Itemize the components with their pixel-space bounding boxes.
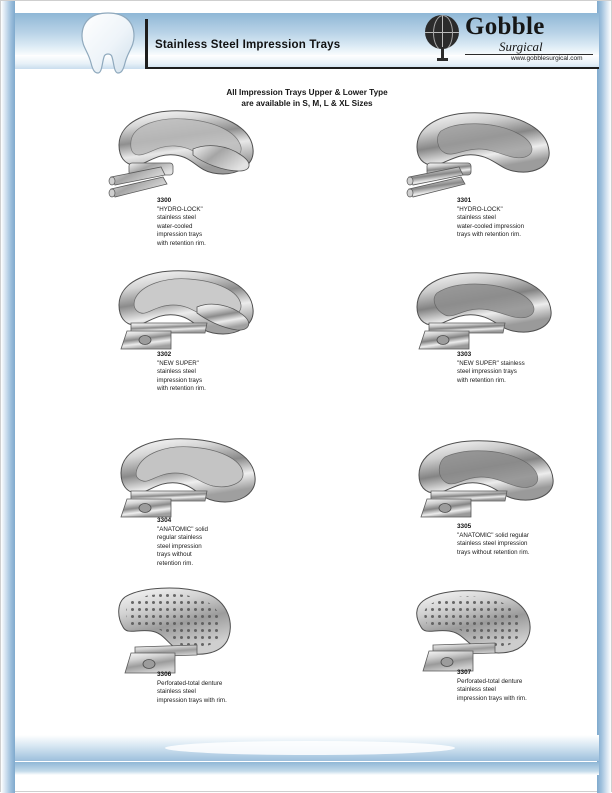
product-desc-line: stainless steel — [157, 368, 196, 376]
product-desc-line: stainless steel — [457, 214, 496, 222]
product-cell — [101, 435, 381, 585]
product-desc-line: steel impression — [157, 542, 202, 550]
page-title: Stainless Steel Impression Trays — [155, 39, 341, 51]
product-caption — [457, 523, 587, 557]
product-desc-line: "HYDRO-LOCK" — [157, 205, 203, 213]
product-desc-line: impression trays with rim. — [157, 696, 227, 704]
product-desc-line: stainless steel — [157, 214, 196, 222]
product-desc-line: regular stainless — [157, 534, 203, 542]
product-cell — [101, 265, 381, 415]
footer-gradient-band-secondary — [15, 762, 599, 775]
product-desc-line: "NEW SUPER" stainless — [457, 359, 525, 367]
header-underline — [145, 67, 599, 69]
logo-brand-name: Gobble — [465, 13, 545, 40]
product-desc-line: water-cooled impression — [457, 222, 525, 230]
logo-brand-subtitle: Surgical — [499, 39, 543, 54]
product-desc-line: with retention rim. — [157, 239, 206, 247]
product-cell — [101, 585, 381, 735]
product-code: 3301 — [457, 197, 472, 204]
product-code: 3302 — [157, 351, 172, 358]
product-caption — [157, 671, 287, 705]
product-desc-line: Perforated-total denture — [457, 677, 523, 685]
product-desc-line: impression trays — [157, 376, 203, 384]
product-cell — [101, 105, 381, 255]
logo-stand-icon — [437, 47, 447, 63]
product-caption — [157, 351, 287, 394]
product-caption — [457, 197, 587, 240]
product-desc-line: stainless steel — [457, 686, 496, 694]
product-cell — [401, 585, 612, 735]
product-desc-line: "NEW SUPER" — [157, 359, 199, 367]
product-desc-line: Perforated-total denture — [157, 679, 223, 687]
product-desc-line: trays without retention rim. — [457, 548, 530, 556]
brand-logo — [425, 13, 593, 67]
product-desc-line: "HYDRO-LOCK" — [457, 205, 503, 213]
logo-website-url: www.gobblesurgical.com — [511, 55, 583, 62]
product-desc-line: stainless steel — [157, 688, 196, 696]
product-desc-line: impression trays with rim. — [457, 694, 527, 702]
product-desc-line: "ANATOMIC" solid — [157, 525, 208, 533]
product-caption — [457, 669, 587, 703]
product-desc-line: stainless steel impression — [457, 540, 528, 548]
product-desc-line: "ANATOMIC" solid regular — [457, 531, 529, 539]
header-title-rule — [145, 19, 148, 67]
page-footer — [15, 725, 599, 783]
page-header — [15, 9, 599, 77]
globe-icon — [425, 15, 459, 49]
product-cell — [401, 435, 612, 585]
product-desc-line: trays with retention rim. — [457, 231, 521, 239]
product-cell — [401, 105, 612, 255]
product-code: 3303 — [457, 351, 472, 358]
product-code: 3300 — [157, 197, 172, 204]
footer-oval-accent — [165, 741, 455, 755]
product-caption — [157, 197, 287, 249]
intro-line-1: All Impression Trays Upper & Lower Type — [226, 88, 388, 97]
product-desc-line: impression trays — [157, 231, 203, 239]
product-desc-line: with retention rim. — [157, 385, 206, 393]
product-cell — [401, 265, 612, 415]
product-caption — [157, 517, 287, 569]
product-desc-line: trays without — [157, 551, 192, 559]
left-decorative-bar — [1, 1, 15, 793]
product-desc-line: water-cooled — [157, 222, 193, 230]
tooth-icon — [77, 11, 139, 75]
product-desc-line: steel impression trays — [457, 368, 517, 376]
intro-line-2: are available in S, M, L & XL Sizes — [241, 99, 373, 108]
product-code: 3304 — [157, 517, 172, 524]
product-code: 3305 — [457, 523, 472, 530]
product-desc-line: with retention rim. — [457, 376, 506, 384]
product-desc-line: retention rim. — [157, 559, 194, 567]
product-caption — [457, 351, 587, 385]
product-grid — [21, 105, 593, 725]
product-code: 3307 — [457, 669, 472, 676]
product-code: 3306 — [157, 671, 172, 678]
